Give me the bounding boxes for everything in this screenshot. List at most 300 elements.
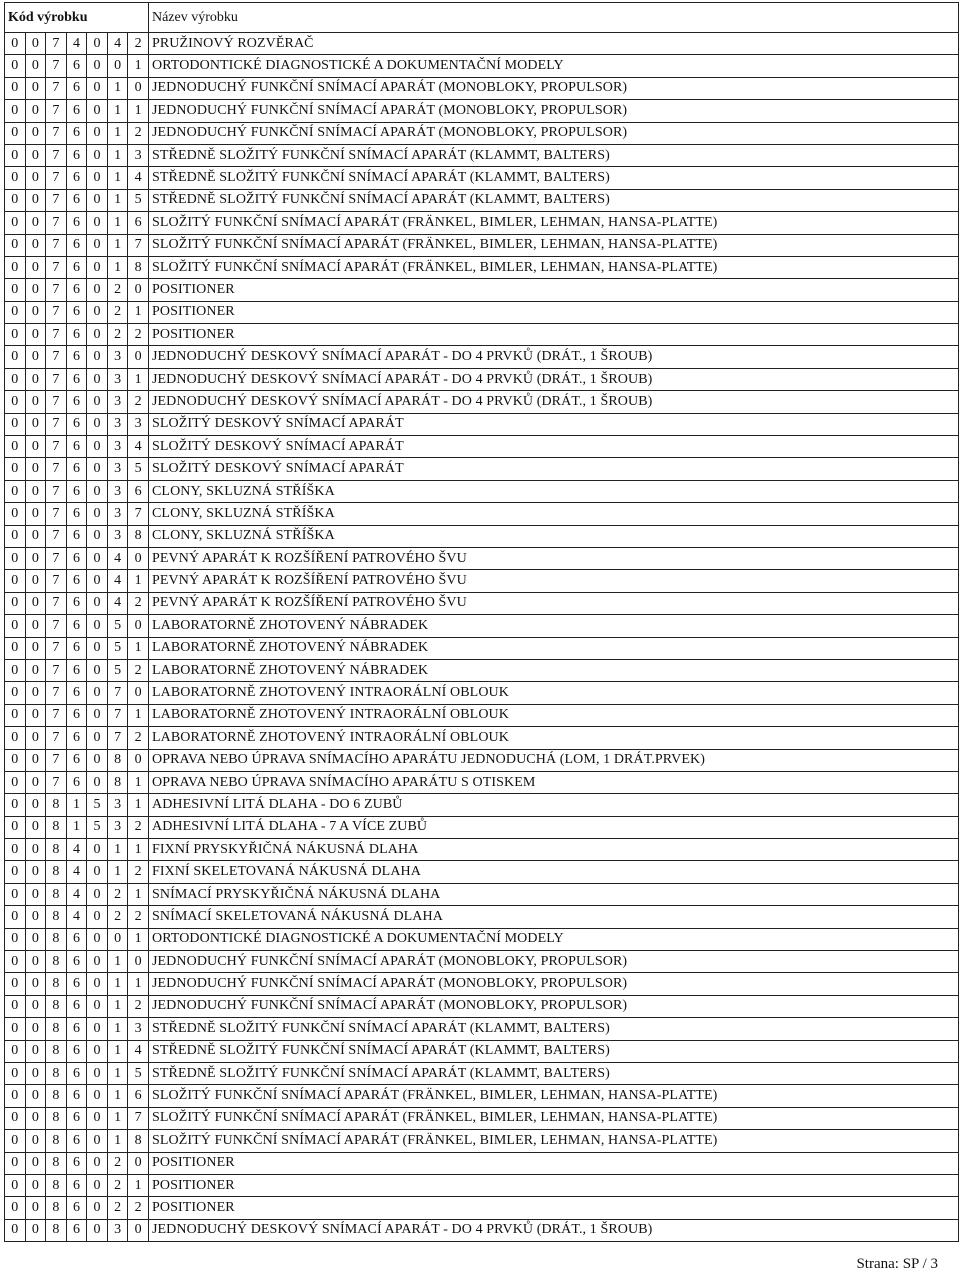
code-digit-cell: 0 [25, 1174, 46, 1196]
code-digit-cell: 6 [66, 279, 87, 301]
table-row [5, 928, 959, 950]
code-digit-cell: 0 [87, 77, 108, 99]
code-digit-cell: 1 [107, 1107, 128, 1129]
code-digit-cell: 0 [25, 1018, 46, 1040]
code-digit-cell: 4 [128, 167, 149, 189]
code-digit-cell: 1 [128, 973, 149, 995]
code-digit-cell: 1 [128, 771, 149, 793]
code-digit-cell: 6 [66, 995, 87, 1017]
product-name-cell: SLOŽITÝ FUNKČNÍ SNÍMACÍ APARÁT (FRÄNKEL, BIMLER, LEHMAN, HANSA-PLATTE) [148, 1107, 958, 1129]
code-digit-cell: 0 [5, 1152, 26, 1174]
table-row [5, 33, 959, 55]
code-digit-cell: 8 [46, 839, 67, 861]
product-name-cell: FIXNÍ PRYSKYŘIČNÁ NÁKUSNÁ DLAHA [148, 839, 958, 861]
code-digit-cell: 0 [5, 659, 26, 681]
code-digit-cell: 0 [5, 1085, 26, 1107]
code-digit-cell: 0 [87, 951, 108, 973]
table-row [5, 906, 959, 928]
code-digit-cell: 6 [66, 368, 87, 390]
code-digit-cell: 0 [87, 1174, 108, 1196]
code-digit-cell: 1 [107, 212, 128, 234]
code-digit-cell: 7 [46, 704, 67, 726]
code-digit-cell: 0 [25, 212, 46, 234]
code-digit-cell: 0 [87, 301, 108, 323]
code-digit-cell: 7 [46, 324, 67, 346]
code-digit-cell: 6 [66, 189, 87, 211]
code-digit-cell: 2 [128, 592, 149, 614]
code-digit-cell: 7 [46, 659, 67, 681]
code-digit-cell: 0 [87, 525, 108, 547]
product-name-cell: JEDNODUCHÝ DESKOVÝ SNÍMACÍ APARÁT - DO 4 PRVKŮ (DRÁT., 1 ŠROUB) [148, 1219, 958, 1241]
product-name-cell: SNÍMACÍ PRYSKYŘIČNÁ NÁKUSNÁ DLAHA [148, 883, 958, 905]
code-digit-cell: 8 [46, 1197, 67, 1219]
code-digit-cell: 0 [87, 749, 108, 771]
table-row [5, 704, 959, 726]
code-digit-cell: 7 [46, 33, 67, 55]
code-digit-cell: 3 [107, 816, 128, 838]
code-digit-cell: 1 [128, 883, 149, 905]
code-digit-cell: 0 [25, 480, 46, 502]
code-digit-cell: 3 [107, 525, 128, 547]
code-digit-cell: 8 [107, 771, 128, 793]
code-digit-cell: 0 [128, 547, 149, 569]
code-digit-cell: 0 [128, 346, 149, 368]
code-digit-cell: 3 [128, 1018, 149, 1040]
table-row [5, 413, 959, 435]
code-digit-cell: 0 [5, 1062, 26, 1084]
product-table [4, 2, 959, 1242]
code-digit-cell: 0 [87, 436, 108, 458]
code-digit-cell: 0 [25, 279, 46, 301]
code-digit-cell: 2 [107, 301, 128, 323]
table-row [5, 592, 959, 614]
code-digit-cell: 4 [128, 1040, 149, 1062]
code-digit-cell: 1 [66, 816, 87, 838]
code-digit-cell: 7 [46, 100, 67, 122]
code-digit-cell: 7 [128, 234, 149, 256]
code-digit-cell: 0 [25, 301, 46, 323]
product-name-cell: SLOŽITÝ FUNKČNÍ SNÍMACÍ APARÁT (FRÄNKEL, BIMLER, LEHMAN, HANSA-PLATTE) [148, 256, 958, 278]
code-digit-cell: 0 [5, 727, 26, 749]
product-name-cell: LABORATORNĚ ZHOTOVENÝ INTRAORÁLNÍ OBLOUK [148, 727, 958, 749]
product-name-cell: ORTODONTICKÉ DIAGNOSTICKÉ A DOKUMENTAČNÍ MODELY [148, 928, 958, 950]
code-digit-cell: 1 [107, 256, 128, 278]
code-digit-cell: 1 [107, 100, 128, 122]
code-digit-cell: 6 [66, 391, 87, 413]
code-digit-cell: 0 [87, 1130, 108, 1152]
code-digit-cell: 2 [128, 324, 149, 346]
code-digit-cell: 0 [87, 883, 108, 905]
code-digit-cell: 8 [128, 1130, 149, 1152]
code-digit-cell: 0 [25, 951, 46, 973]
code-digit-cell: 0 [5, 503, 26, 525]
code-digit-cell: 4 [66, 861, 87, 883]
code-digit-cell: 0 [5, 458, 26, 480]
code-digit-cell: 8 [46, 995, 67, 1017]
code-digit-cell: 2 [128, 391, 149, 413]
code-digit-cell: 4 [66, 883, 87, 905]
code-digit-cell: 0 [5, 839, 26, 861]
code-digit-cell: 0 [5, 1018, 26, 1040]
code-digit-cell: 0 [25, 122, 46, 144]
product-name-cell: ADHESIVNÍ LITÁ DLAHA - 7 A VÍCE ZUBŮ [148, 816, 958, 838]
code-digit-cell: 0 [87, 682, 108, 704]
table-row [5, 771, 959, 793]
code-digit-cell: 5 [107, 615, 128, 637]
code-digit-cell: 0 [5, 861, 26, 883]
code-digit-cell: 7 [46, 279, 67, 301]
code-digit-cell: 8 [46, 883, 67, 905]
table-row [5, 122, 959, 144]
product-name-cell: JEDNODUCHÝ FUNKČNÍ SNÍMACÍ APARÁT (MONOBLOKY, PROPULSOR) [148, 77, 958, 99]
table-row [5, 794, 959, 816]
product-name-cell: LABORATORNĚ ZHOTOVENÝ INTRAORÁLNÍ OBLOUK [148, 704, 958, 726]
code-digit-cell: 0 [25, 839, 46, 861]
code-digit-cell: 0 [25, 413, 46, 435]
code-digit-cell: 2 [107, 883, 128, 905]
code-digit-cell: 0 [5, 55, 26, 77]
code-digit-cell: 0 [87, 122, 108, 144]
table-row [5, 279, 959, 301]
product-name-cell: JEDNODUCHÝ FUNKČNÍ SNÍMACÍ APARÁT (MONOBLOKY, PROPULSOR) [148, 951, 958, 973]
code-digit-cell: 0 [25, 749, 46, 771]
code-digit-cell: 0 [25, 615, 46, 637]
code-digit-cell: 6 [66, 480, 87, 502]
code-digit-cell: 6 [66, 1130, 87, 1152]
code-digit-cell: 1 [107, 1130, 128, 1152]
code-digit-cell: 0 [5, 816, 26, 838]
code-digit-cell: 0 [87, 659, 108, 681]
code-digit-cell: 0 [25, 995, 46, 1017]
table-row [5, 1130, 959, 1152]
product-name-cell: SLOŽITÝ FUNKČNÍ SNÍMACÍ APARÁT (FRÄNKEL, BIMLER, LEHMAN, HANSA-PLATTE) [148, 212, 958, 234]
code-digit-cell: 0 [5, 212, 26, 234]
code-digit-cell: 7 [46, 547, 67, 569]
code-digit-cell: 6 [66, 55, 87, 77]
code-digit-cell: 7 [46, 144, 67, 166]
code-digit-cell: 8 [128, 525, 149, 547]
code-digit-cell: 0 [87, 167, 108, 189]
code-digit-cell: 0 [87, 503, 108, 525]
product-name-cell: SLOŽITÝ DESKOVÝ SNÍMACÍ APARÁT [148, 413, 958, 435]
code-digit-cell: 1 [107, 77, 128, 99]
table-row [5, 301, 959, 323]
table-header-row [5, 3, 959, 33]
table-row [5, 55, 959, 77]
product-name-cell: STŘEDNĚ SLOŽITÝ FUNKČNÍ SNÍMACÍ APARÁT (KLAMMT, BALTERS) [148, 1062, 958, 1084]
code-digit-cell: 3 [107, 346, 128, 368]
product-name-cell: STŘEDNĚ SLOŽITÝ FUNKČNÍ SNÍMACÍ APARÁT (KLAMMT, BALTERS) [148, 167, 958, 189]
code-digit-cell: 1 [107, 189, 128, 211]
code-digit-cell: 6 [66, 167, 87, 189]
table-row [5, 973, 959, 995]
product-name-cell: SNÍMACÍ SKELETOVANÁ NÁKUSNÁ DLAHA [148, 906, 958, 928]
code-digit-cell: 7 [46, 570, 67, 592]
code-digit-cell: 6 [66, 324, 87, 346]
code-digit-cell: 6 [66, 1219, 87, 1241]
table-row [5, 1107, 959, 1129]
code-digit-cell: 0 [128, 749, 149, 771]
product-name-cell: CLONY, SKLUZNÁ STŘÍŠKA [148, 480, 958, 502]
code-digit-cell: 4 [107, 547, 128, 569]
table-row [5, 637, 959, 659]
code-digit-cell: 0 [5, 1040, 26, 1062]
code-digit-cell: 7 [46, 480, 67, 502]
table-row [5, 368, 959, 390]
code-digit-cell: 1 [128, 55, 149, 77]
code-digit-cell: 0 [5, 525, 26, 547]
code-digit-cell: 0 [87, 592, 108, 614]
code-digit-cell: 2 [128, 816, 149, 838]
code-digit-cell: 0 [87, 1107, 108, 1129]
table-row [5, 100, 959, 122]
code-digit-cell: 0 [25, 525, 46, 547]
code-digit-cell: 8 [46, 1018, 67, 1040]
code-digit-cell: 0 [87, 1018, 108, 1040]
code-digit-cell: 0 [87, 995, 108, 1017]
code-digit-cell: 4 [107, 592, 128, 614]
code-digit-cell: 7 [46, 189, 67, 211]
code-digit-cell: 1 [107, 995, 128, 1017]
code-digit-cell: 0 [5, 33, 26, 55]
code-digit-cell: 2 [107, 279, 128, 301]
table-row [5, 324, 959, 346]
code-digit-cell: 6 [66, 122, 87, 144]
code-digit-cell: 0 [5, 1130, 26, 1152]
code-digit-cell: 0 [25, 346, 46, 368]
document-page [4, 2, 959, 1242]
code-digit-cell: 7 [107, 727, 128, 749]
code-digit-cell: 0 [5, 234, 26, 256]
code-digit-cell: 0 [87, 547, 108, 569]
code-digit-cell: 0 [87, 212, 108, 234]
code-digit-cell: 6 [66, 570, 87, 592]
code-digit-cell: 0 [5, 1219, 26, 1241]
code-digit-cell: 6 [66, 503, 87, 525]
code-digit-cell: 6 [66, 212, 87, 234]
code-digit-cell: 7 [46, 727, 67, 749]
code-digit-cell: 8 [46, 1152, 67, 1174]
code-digit-cell: 6 [66, 346, 87, 368]
table-row [5, 816, 959, 838]
table-row [5, 1085, 959, 1107]
product-name-cell: POSITIONER [148, 324, 958, 346]
code-digit-cell: 5 [128, 189, 149, 211]
product-name-cell: ORTODONTICKÉ DIAGNOSTICKÉ A DOKUMENTAČNÍ MODELY [148, 55, 958, 77]
code-digit-cell: 0 [5, 100, 26, 122]
code-digit-cell: 2 [107, 324, 128, 346]
code-digit-cell: 8 [46, 1040, 67, 1062]
code-digit-cell: 0 [87, 391, 108, 413]
code-digit-cell: 0 [25, 928, 46, 950]
product-name-cell: STŘEDNĚ SLOŽITÝ FUNKČNÍ SNÍMACÍ APARÁT (KLAMMT, BALTERS) [148, 189, 958, 211]
code-digit-cell: 0 [25, 861, 46, 883]
code-digit-cell: 8 [46, 1174, 67, 1196]
code-digit-cell: 8 [46, 1107, 67, 1129]
table-row [5, 1018, 959, 1040]
code-digit-cell: 8 [46, 1062, 67, 1084]
code-digit-cell: 6 [66, 100, 87, 122]
code-digit-cell: 7 [46, 122, 67, 144]
table-row [5, 682, 959, 704]
code-digit-cell: 0 [25, 659, 46, 681]
code-digit-cell: 6 [66, 1174, 87, 1196]
product-name-cell: OPRAVA NEBO ÚPRAVA SNÍMACÍHO APARÁTU JEDNODUCHÁ (LOM, 1 DRÁT.PRVEK) [148, 749, 958, 771]
code-digit-cell: 0 [87, 570, 108, 592]
code-digit-cell: 7 [46, 301, 67, 323]
code-digit-cell: 0 [128, 279, 149, 301]
code-digit-cell: 0 [87, 906, 108, 928]
code-digit-cell: 4 [66, 33, 87, 55]
code-digit-cell: 0 [128, 951, 149, 973]
code-digit-cell: 0 [87, 1219, 108, 1241]
code-digit-cell: 3 [107, 413, 128, 435]
code-digit-cell: 0 [25, 144, 46, 166]
code-digit-cell: 0 [25, 1152, 46, 1174]
code-digit-cell: 7 [46, 368, 67, 390]
table-row [5, 1197, 959, 1219]
code-digit-cell: 6 [66, 1152, 87, 1174]
table-row [5, 77, 959, 99]
code-digit-cell: 0 [87, 928, 108, 950]
code-digit-cell: 6 [66, 144, 87, 166]
code-digit-cell: 8 [46, 816, 67, 838]
product-name-cell: PEVNÝ APARÁT K ROZŠÍŘENÍ PATROVÉHO ŠVU [148, 547, 958, 569]
code-digit-cell: 0 [5, 324, 26, 346]
product-name-cell: JEDNODUCHÝ DESKOVÝ SNÍMACÍ APARÁT - DO 4 PRVKŮ (DRÁT., 1 ŠROUB) [148, 346, 958, 368]
code-digit-cell: 0 [5, 682, 26, 704]
code-digit-cell: 3 [107, 458, 128, 480]
code-digit-cell: 0 [5, 883, 26, 905]
code-digit-cell: 1 [107, 1062, 128, 1084]
table-row [5, 144, 959, 166]
code-digit-cell: 0 [128, 682, 149, 704]
code-digit-cell: 0 [87, 973, 108, 995]
code-digit-cell: 1 [128, 368, 149, 390]
code-digit-cell: 0 [25, 1040, 46, 1062]
code-digit-cell: 1 [107, 1040, 128, 1062]
code-digit-cell: 0 [25, 1062, 46, 1084]
code-digit-cell: 5 [107, 637, 128, 659]
code-digit-cell: 0 [87, 189, 108, 211]
code-digit-cell: 0 [87, 704, 108, 726]
code-digit-cell: 6 [66, 1062, 87, 1084]
code-digit-cell: 0 [5, 256, 26, 278]
code-digit-cell: 0 [25, 816, 46, 838]
table-row [5, 167, 959, 189]
code-digit-cell: 0 [87, 55, 108, 77]
code-digit-cell: 0 [5, 1107, 26, 1129]
code-digit-cell: 1 [107, 973, 128, 995]
table-row [5, 346, 959, 368]
table-row [5, 861, 959, 883]
code-digit-cell: 2 [128, 861, 149, 883]
code-digit-cell: 3 [107, 436, 128, 458]
code-digit-cell: 0 [5, 928, 26, 950]
code-digit-cell: 0 [107, 928, 128, 950]
product-name-cell: CLONY, SKLUZNÁ STŘÍŠKA [148, 525, 958, 547]
code-digit-cell: 0 [25, 883, 46, 905]
code-digit-cell: 7 [46, 234, 67, 256]
code-digit-cell: 6 [66, 1018, 87, 1040]
code-digit-cell: 0 [87, 144, 108, 166]
code-digit-cell: 0 [5, 391, 26, 413]
code-digit-cell: 0 [87, 234, 108, 256]
code-digit-cell: 7 [46, 346, 67, 368]
code-digit-cell: 0 [87, 413, 108, 435]
code-digit-cell: 0 [87, 279, 108, 301]
code-digit-cell: 0 [5, 144, 26, 166]
code-digit-cell: 0 [128, 615, 149, 637]
code-digit-cell: 2 [107, 906, 128, 928]
product-name-cell: PEVNÝ APARÁT K ROZŠÍŘENÍ PATROVÉHO ŠVU [148, 570, 958, 592]
code-digit-cell: 2 [107, 1152, 128, 1174]
code-digit-cell: 6 [66, 458, 87, 480]
table-row [5, 391, 959, 413]
code-digit-cell: 0 [5, 704, 26, 726]
code-digit-cell: 0 [25, 1130, 46, 1152]
code-digit-cell: 6 [66, 525, 87, 547]
code-digit-cell: 3 [107, 368, 128, 390]
code-digit-cell: 0 [5, 951, 26, 973]
code-digit-cell: 0 [5, 480, 26, 502]
code-digit-cell: 6 [66, 682, 87, 704]
code-digit-cell: 0 [25, 167, 46, 189]
table-row [5, 1152, 959, 1174]
code-digit-cell: 0 [25, 906, 46, 928]
code-digit-cell: 0 [25, 33, 46, 55]
table-row [5, 458, 959, 480]
code-digit-cell: 7 [46, 458, 67, 480]
code-digit-cell: 7 [46, 212, 67, 234]
code-digit-cell: 5 [87, 816, 108, 838]
product-name-cell: STŘEDNĚ SLOŽITÝ FUNKČNÍ SNÍMACÍ APARÁT (KLAMMT, BALTERS) [148, 1018, 958, 1040]
code-digit-cell: 8 [46, 1130, 67, 1152]
code-digit-cell: 8 [46, 861, 67, 883]
code-digit-cell: 7 [46, 525, 67, 547]
code-digit-cell: 0 [25, 234, 46, 256]
code-digit-cell: 0 [25, 547, 46, 569]
code-digit-cell: 0 [107, 55, 128, 77]
code-digit-cell: 1 [107, 1018, 128, 1040]
code-digit-cell: 0 [5, 368, 26, 390]
table-row [5, 1062, 959, 1084]
code-digit-cell: 7 [128, 1107, 149, 1129]
code-digit-cell: 0 [5, 615, 26, 637]
code-digit-cell: 1 [128, 794, 149, 816]
code-digit-cell: 0 [5, 547, 26, 569]
code-digit-cell: 0 [25, 458, 46, 480]
code-digit-cell: 6 [128, 212, 149, 234]
code-digit-cell: 0 [5, 973, 26, 995]
column-header-code: Kód výrobku [5, 3, 149, 33]
code-digit-cell: 0 [5, 122, 26, 144]
code-digit-cell: 6 [66, 547, 87, 569]
code-digit-cell: 0 [87, 1040, 108, 1062]
code-digit-cell: 7 [46, 413, 67, 435]
code-digit-cell: 0 [25, 1219, 46, 1241]
code-digit-cell: 7 [107, 682, 128, 704]
code-digit-cell: 2 [128, 906, 149, 928]
code-digit-cell: 0 [87, 637, 108, 659]
code-digit-cell: 4 [107, 570, 128, 592]
table-row [5, 189, 959, 211]
code-digit-cell: 0 [25, 1085, 46, 1107]
product-name-cell: LABORATORNĚ ZHOTOVENÝ NÁBRADEK [148, 659, 958, 681]
code-digit-cell: 5 [87, 794, 108, 816]
code-digit-cell: 6 [66, 973, 87, 995]
table-row [5, 1219, 959, 1241]
